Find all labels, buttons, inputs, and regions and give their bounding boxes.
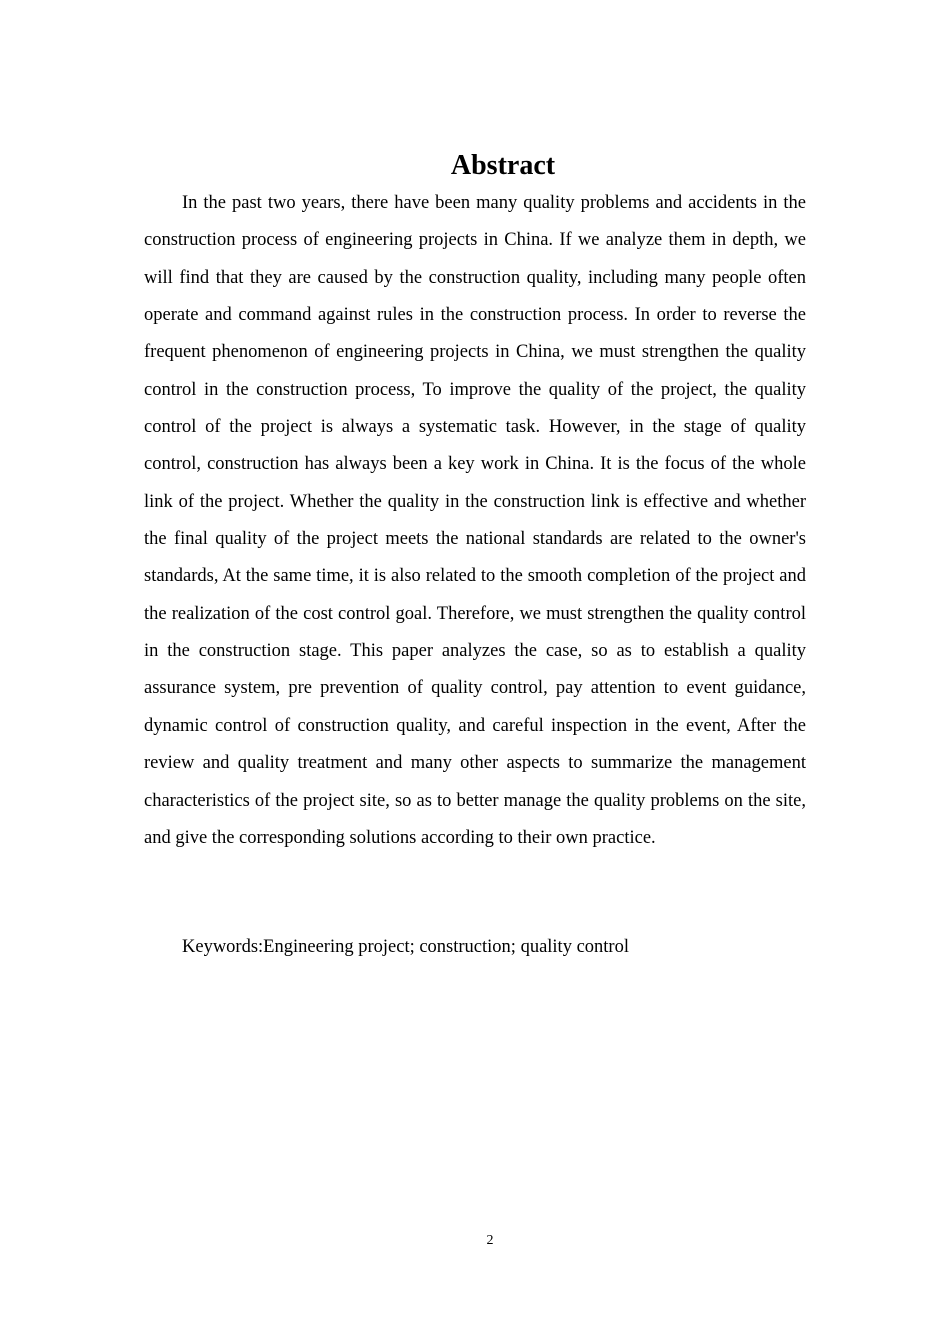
page-number: 2	[486, 1233, 494, 1248]
keywords-line: Keywords:Engineering project; construction; quality control	[182, 937, 629, 957]
abstract-title: Abstract	[450, 150, 556, 181]
abstract-body: In the past two years, there have been many quality problems and accidents in the construction process of engineering projects in China. If we analyze them in depth, we will find that they are caused by the construction quality, including many people often operate and command against rules in the construction process. In order to reverse the frequent phenomenon of engineering projects in China, we must strengthen the quality control in the construction process, To improve the quality of the project, the quality control of the project is always a systematic task. However, in the stage of quality control, construction has always been a key work in China. It is the focus of the whole link of the project. Whether the quality in the construction link is effective and whether the final quality of the project meets the national standards are related to the owner's standards, At the same time, it is also related to the smooth completion of the project and the realization of the cost control goal. Therefore, we must strengthen the quality control in the construction stage. This paper analyzes the case, so as to establish a quality assurance system, pre prevention of quality control, pay attention to event guidance, dynamic control of construction quality, and careful inspection in the event, After the review and quality treatment and many other aspects to summarize the management characteristics of the project site, so as to better manage the quality problems on the site, and give the corresponding solutions according to their own practice.	[144, 193, 806, 848]
